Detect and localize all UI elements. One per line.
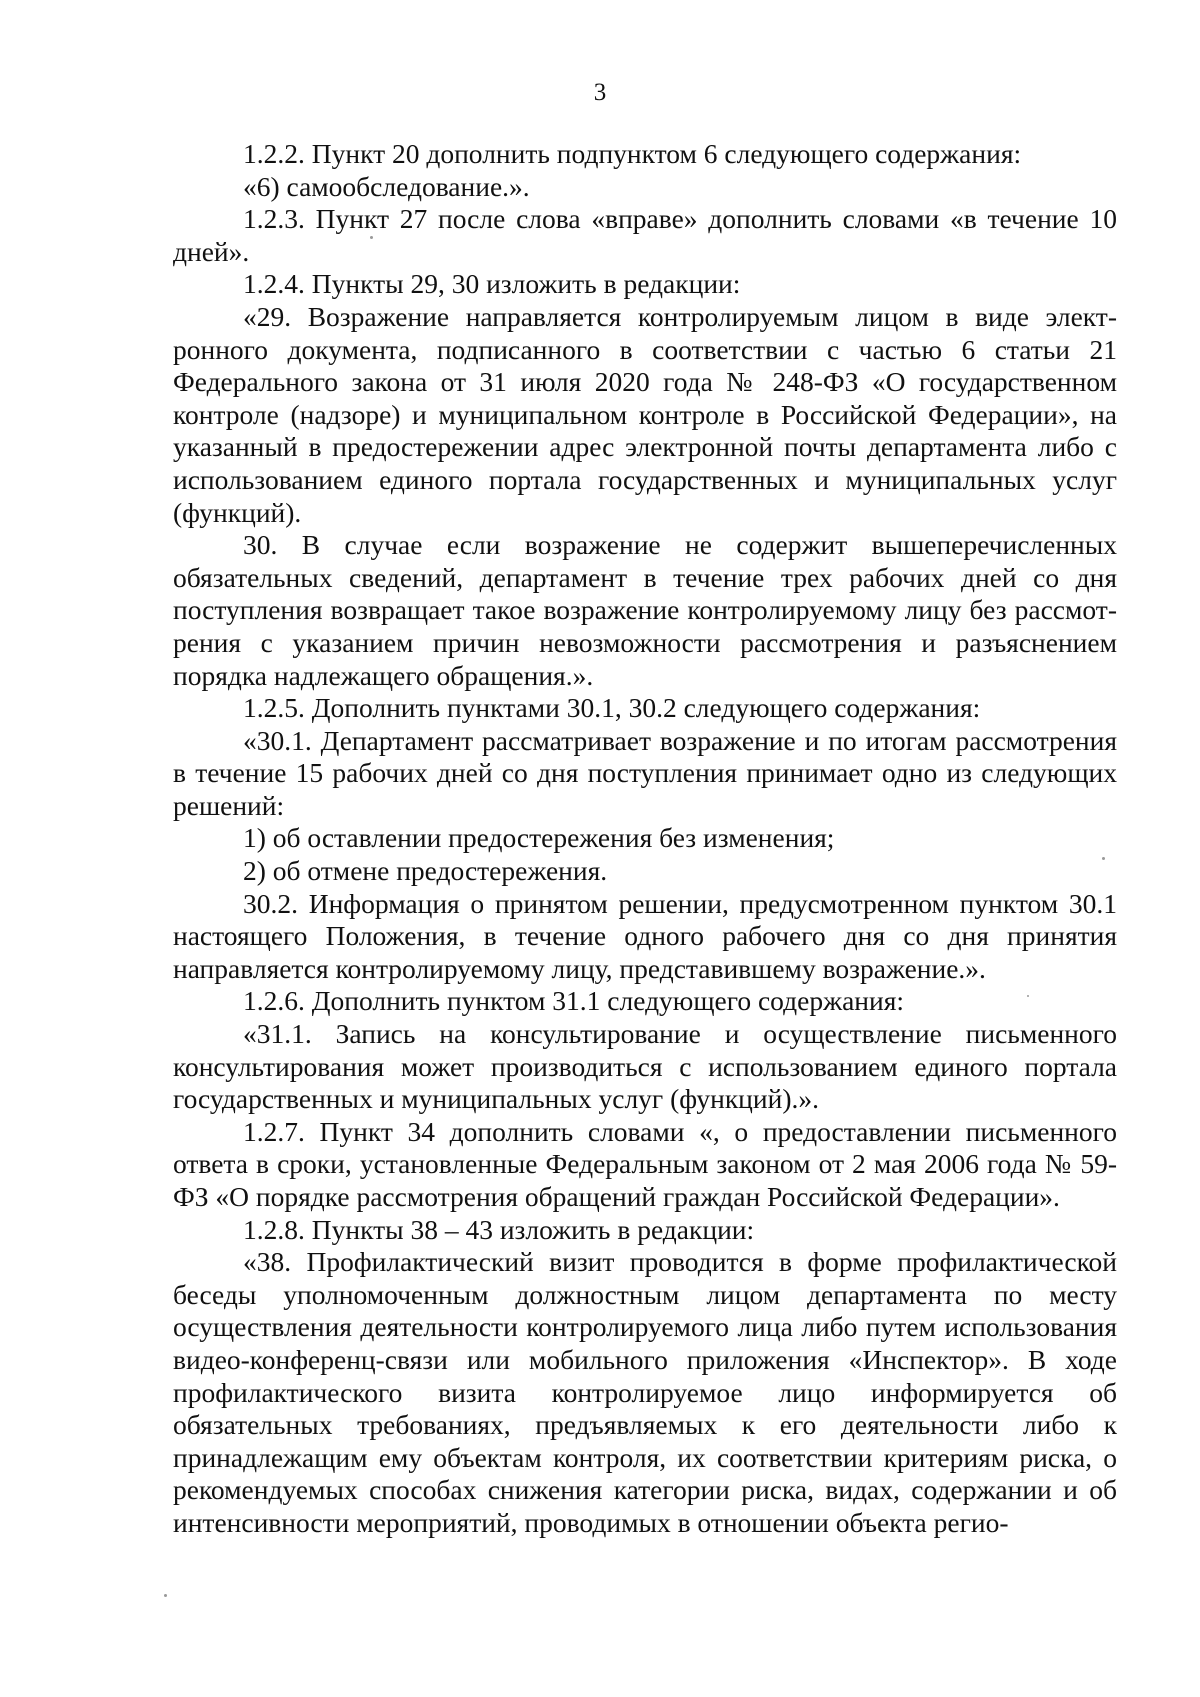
paragraph-38: «38. Профилактический визит проводится в форме профилактической беседы уполномоченным должностным лицом департамента по месту осуществления деятельности контролируемого лица либо путем использования видео-конференц-связи или мобильного приложения «Инспектор». В ходе профилактического визита контролируемое лицо информируется об обязательных требованиях, предъявляемых к его деятельности либо к принадлежащим ему объектам контроля, их соответствии критериям риска, о рекомендуемых способах снижения категории риска, видах, содержании и об интенсивности мероприятий, проводимых в отношении объекта регио- [173, 1246, 1117, 1538]
paragraph-1-2-7: 1.2.7. Пункт 34 дополнить словами «, о предоставлении письменного ответа в сроки, установленные Федеральным законом от 2 мая 2006 года № 59-ФЗ «О порядке рассмотрения обращений граждан Российской Федерации». [173, 1115, 1117, 1212]
paragraph-subitem-6: «6) самообследование.». [243, 170, 530, 202]
paragraph-30: 30. В случае если возражение не содержит вышеперечисленных обязательных сведений, департамент в течение трех рабочих дней со дня поступления возвращает такое возражение контролируемому лицу без рассмотрения с указанием причин невозможности рассмотрения и разъяснением порядка надлежащего обращения.». [173, 529, 1117, 691]
paragraph-1-2-5: 1.2.5. Дополнить пунктами 30.1, 30.2 следующего содержания: [243, 692, 981, 724]
page-number: 3 [593, 79, 607, 106]
paragraph-1-2-6: 1.2.6. Дополнить пунктом 31.1 следующего содержания: [243, 985, 904, 1017]
paragraph-1-2-8: 1.2.8. Пункты 38 – 43 изложить в редакции: [243, 1213, 755, 1245]
scan-speck [1102, 857, 1105, 860]
paragraph-31-1: «31.1. Запись на консультирование и осуществление письменного консультирования может производиться с использованием единого портала государственных и муниципальных услуг (функций).». [173, 1018, 1117, 1115]
scan-speck [370, 236, 373, 239]
paragraph-1-2-4: 1.2.4. Пункты 29, 30 изложить в редакции: [243, 268, 741, 300]
paragraph-1-2-3: 1.2.3. Пункт 27 после слова «вправе» дополнить словами «в течение 10 дней». [173, 203, 1117, 267]
paragraph-decision-1: 1) об оставлении предостережения без изменения; [243, 822, 835, 854]
scan-speck [1027, 995, 1029, 997]
scan-speck [164, 1594, 167, 1597]
paragraph-29: «29. Возражение направляется контролируемым лицом в виде электронного документа, подписанного в соответствии с частью 6 статьи 21 Федерального закона от 31 июля 2020 года № 248-ФЗ «О государственном контроле (надзоре) и муниципальном контроле в Российской Федерации», на указанный в предостережении адрес электронной почты департамента либо с использованием единого портала государственных и муниципальных услуг (функций). [173, 300, 1117, 528]
paragraph-1-2-2: 1.2.2. Пункт 20 дополнить подпунктом 6 следующего содержания: [243, 138, 1022, 169]
paragraph-decision-2: 2) об отмене предостережения. [243, 855, 608, 887]
document-body [173, 138, 1117, 1540]
paragraph-30-2: 30.2. Информация о принятом решении, предусмотренном пунктом 30.1 настоящего Положения, в течение одного рабочего дня со дня принятия направляется контролируемому лицу, представившему возражение.». [173, 887, 1117, 984]
paragraph-30-1: «30.1. Департамент рассматривает возражение и по итогам рассмотрения в течение 15 рабочих дней со дня поступления принимает одно из следующих решений: [173, 724, 1117, 821]
